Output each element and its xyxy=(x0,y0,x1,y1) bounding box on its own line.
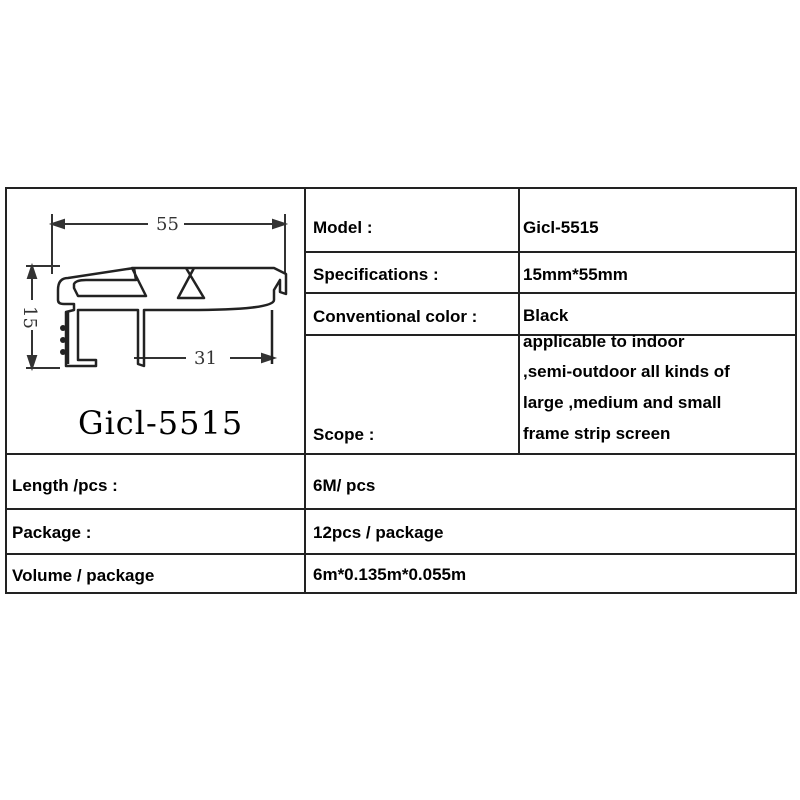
table-border-bottom xyxy=(5,592,797,594)
dimension-31-label: 31 xyxy=(194,348,217,369)
volume-label: Volume / package xyxy=(12,566,155,585)
scope-label: Scope : xyxy=(313,425,375,444)
volume-value: 6m*0.135m*0.055m xyxy=(313,565,467,584)
column-divider xyxy=(518,187,520,455)
table-border-left xyxy=(5,187,7,594)
package-label: Package : xyxy=(12,523,92,542)
row-divider xyxy=(5,453,797,455)
table-border-right xyxy=(795,187,797,594)
length-value: 6M/ pcs xyxy=(313,476,376,495)
row-divider xyxy=(304,292,797,294)
color-label: Conventional color : xyxy=(313,307,478,326)
scope-line: frame strip screen xyxy=(523,424,671,443)
row-divider xyxy=(5,553,797,555)
model-label: Model : xyxy=(313,218,373,237)
row-divider xyxy=(304,251,797,253)
length-label: Length /pcs : xyxy=(12,476,118,495)
profile-model-caption: Gicl-5515 xyxy=(78,404,244,442)
column-divider xyxy=(304,187,306,594)
row-divider xyxy=(5,508,797,510)
specifications-label: Specifications : xyxy=(313,265,439,284)
color-value: Black xyxy=(523,306,569,325)
scope-line: large ,medium and small xyxy=(523,393,722,412)
package-value: 12pcs / package xyxy=(313,523,444,542)
dimension-55-label: 55 xyxy=(156,214,179,235)
model-value: Gicl-5515 xyxy=(523,218,599,237)
dimension-15-label: 15 xyxy=(19,306,40,329)
scope-line: ,semi-outdoor all kinds of xyxy=(523,362,730,381)
specifications-value: 15mm*55mm xyxy=(523,265,628,284)
scope-line: applicable to indoor xyxy=(523,332,685,351)
